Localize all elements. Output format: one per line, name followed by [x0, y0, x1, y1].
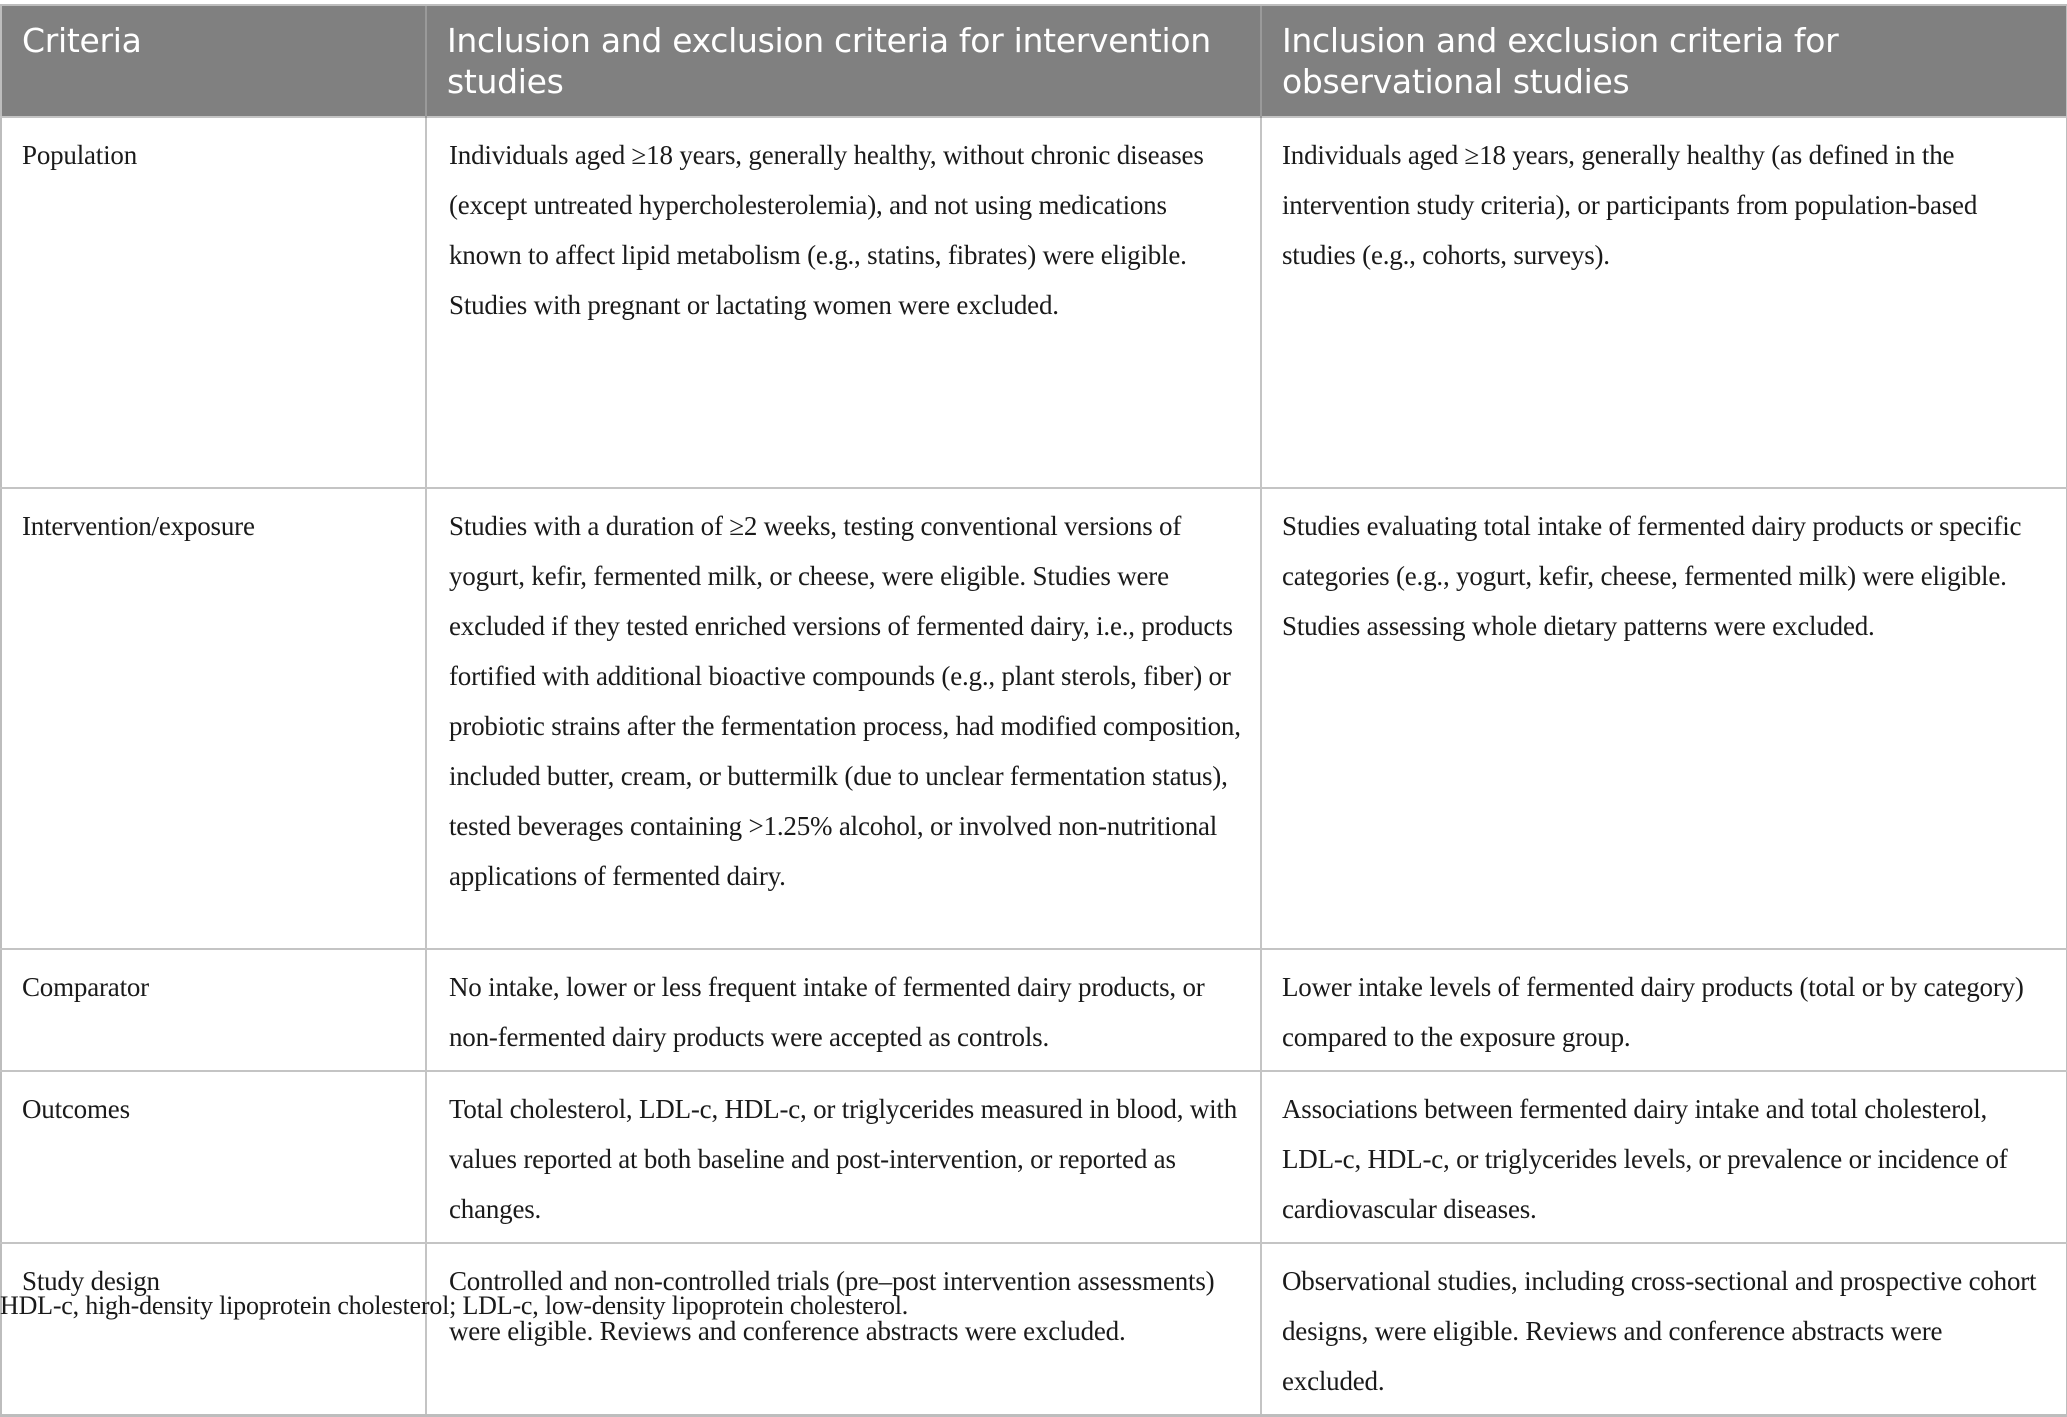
observational-cell: Observational studies, including cross-sectional and prospective cohort designs, were eligible. Reviews and conference abstracts were excluded.: [1261, 1243, 2067, 1416]
header-row: [1, 5, 2067, 117]
observational-cell: Lower intake levels of fermented dairy products (total or by category) compared to the exposure group.: [1261, 949, 2067, 1071]
criteria-cell: Study design: [1, 1243, 426, 1416]
table-row: [1, 488, 2067, 949]
header-observational: Inclusion and exclusion criteria for observational studies: [1261, 5, 2067, 117]
criteria-table: [0, 4, 2067, 1417]
table-row: [1, 949, 2067, 1071]
table-row: [1, 117, 2067, 488]
criteria-cell: Comparator: [1, 949, 426, 1071]
table-header: [1, 5, 2067, 117]
table-footnote: HDL-c, high-density lipoprotein cholesterol; LDL-c, low-density lipoprotein cholesterol.: [0, 1291, 909, 1320]
observational-cell: Studies evaluating total intake of fermented dairy products or specific categories (e.g., yogurt, kefir, cheese, fermented milk) were eligible. Studies assessing whole dietary patterns were excluded.: [1261, 488, 2067, 949]
observational-cell: Individuals aged ≥18 years, generally healthy (as defined in the intervention study criteria), or participants from population-based studies (e.g., cohorts, surveys).: [1261, 117, 2067, 488]
table-row: [1, 1071, 2067, 1243]
header-intervention: Inclusion and exclusion criteria for intervention studies: [426, 5, 1261, 117]
intervention-cell: Controlled and non-controlled trials (pre–post intervention assessments) were eligible. Reviews and conference abstracts were excluded.: [426, 1243, 1261, 1416]
table-body: [1, 117, 2067, 1416]
intervention-cell: No intake, lower or less frequent intake of fermented dairy products, or non-fermented dairy products were accepted as controls.: [426, 949, 1261, 1071]
criteria-cell: Outcomes: [1, 1071, 426, 1243]
header-criteria: Criteria: [1, 5, 426, 117]
criteria-cell: Population: [1, 117, 426, 488]
observational-cell: Associations between fermented dairy intake and total cholesterol, LDL-c, HDL-c, or triglycerides levels, or prevalence or incidence of cardiovascular diseases.: [1261, 1071, 2067, 1243]
intervention-cell: Studies with a duration of ≥2 weeks, testing conventional versions of yogurt, kefir, fermented milk, or cheese, were eligible. Studies were excluded if they tested enriched versions of fermented dairy, i.e., products fortified with additional bioactive compounds (e.g., plant sterols, fiber) or probiotic strains after the fermentation process, had modified composition, included butter, cream, or buttermilk (due to unclear fermentation status), tested beverages containing >1.25% alcohol, or involved non-nutritional applications of fermented dairy.: [426, 488, 1261, 949]
criteria-cell: Intervention/exposure: [1, 488, 426, 949]
intervention-cell: Total cholesterol, LDL-c, HDL-c, or triglycerides measured in blood, with values reported at both baseline and post-intervention, or reported as changes.: [426, 1071, 1261, 1243]
intervention-cell: Individuals aged ≥18 years, generally healthy, without chronic diseases (except untreated hypercholesterolemia), and not using medications known to affect lipid metabolism (e.g., statins, fibrates) were eligible. Studies with pregnant or lactating women were excluded.: [426, 117, 1261, 488]
table-row: [1, 1243, 2067, 1416]
